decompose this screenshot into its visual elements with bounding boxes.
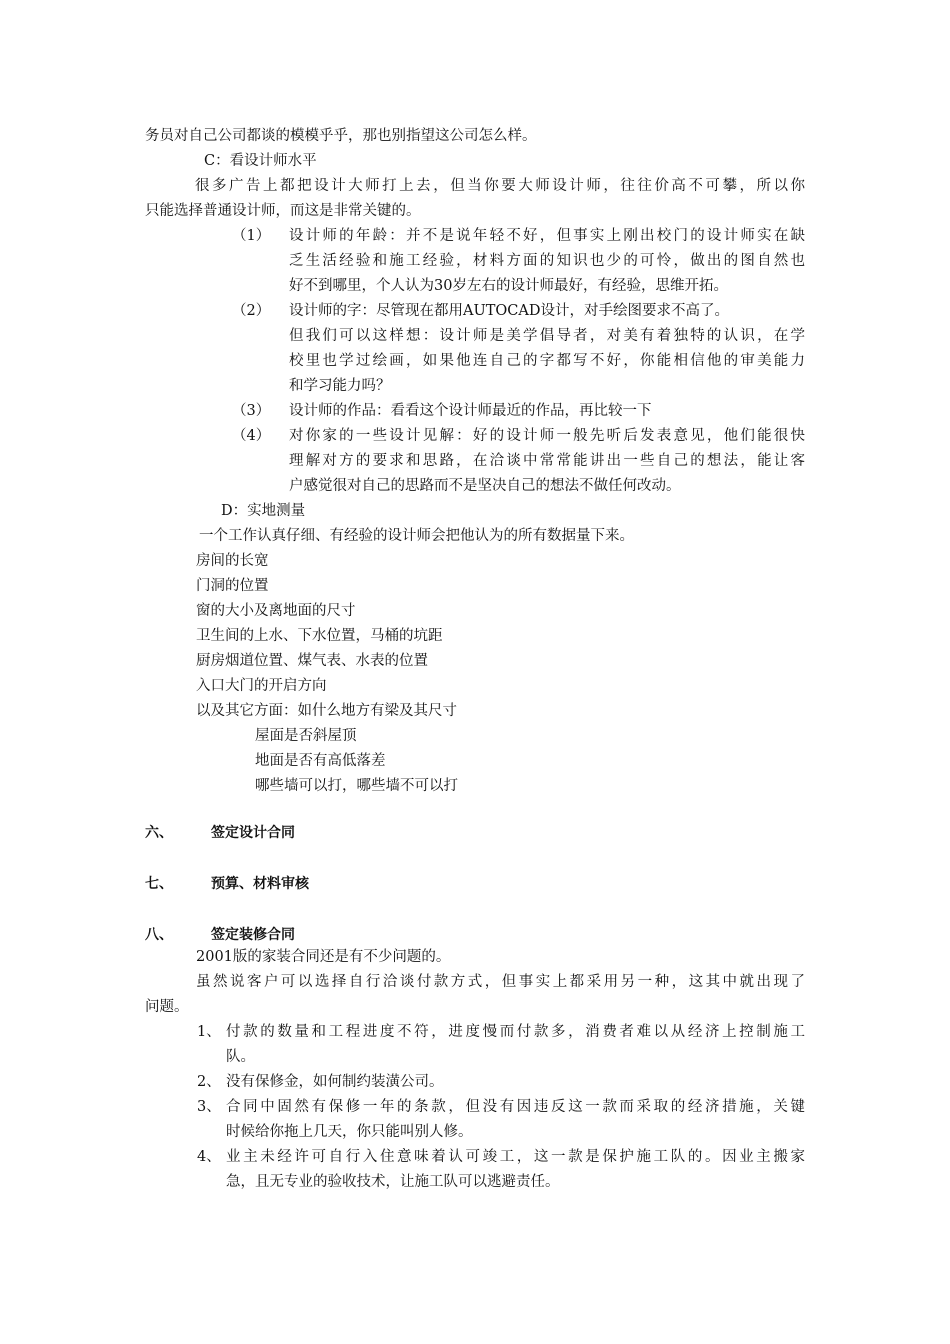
list-item-line: 户感觉很对自己的思路而不是坚决自己的想法不做任何改动。 <box>289 478 681 494</box>
list-item-line: 合同中固然有保修一年的条款，但没有因违反这一款而采取的经济措施，关键 <box>226 1099 805 1115</box>
measure-item: 卫生间的上水、下水位置，马桶的坑距 <box>196 628 443 644</box>
measure-item: 以及其它方面：如什么地方有梁及其尺寸 <box>196 703 457 719</box>
list-item-line: 校里也学过绘画，如果他连自己的字都写不好，你能相信他的审美能力 <box>289 353 805 369</box>
subheading-d: D：实地测量 <box>221 503 306 519</box>
list-number: （4） <box>232 428 271 444</box>
list-item-line: 没有保修金，如何制约装潢公司。 <box>226 1074 444 1090</box>
list-item-line: 乏生活经验和施工经验，材料方面的知识也少的可怜，做出的图自然也 <box>289 253 805 269</box>
list-number: （1） <box>232 228 271 244</box>
section-number: 七、 <box>145 876 173 892</box>
measure-item: 门洞的位置 <box>196 578 269 594</box>
list-number: （2） <box>232 303 271 319</box>
list-item-line: 急，且无专业的验收技术，让施工队可以逃避责任。 <box>226 1174 560 1190</box>
list-item-line: 付款的数量和工程进度不符，进度慢而付款多，消费者难以从经济上控制施工 <box>226 1024 805 1040</box>
list-item-line: 时候给你拖上几天，你只能叫别人修。 <box>226 1124 473 1140</box>
list-item-line: 设计师的年龄：并不是说年轻不好，但事实上刚出校门的设计师实在缺 <box>289 228 805 244</box>
section-title: 签定装修合同 <box>211 927 295 943</box>
list-item-line: 理解对方的要求和思路，在洽谈中常常能讲出一些自己的想法，能让客 <box>289 453 805 469</box>
list-item-line: 好不到哪里，个人认为30岁左右的设计师最好，有经验，思维开拓。 <box>289 278 728 294</box>
measure-item: 厨房烟道位置、煤气表、水表的位置 <box>196 653 428 669</box>
measure-item: 房间的长宽 <box>196 553 269 569</box>
paragraph-line: 务员对自己公司都谈的模模乎乎，那也别指望这公司怎么样。 <box>145 128 537 144</box>
list-number: 2、 <box>197 1074 221 1090</box>
list-number: 3、 <box>197 1099 221 1115</box>
paragraph-line: 虽然说客户可以选择自行洽谈付款方式，但事实上都采用另一种，这其中就出现了 <box>196 974 805 990</box>
list-number: 1、 <box>197 1024 221 1040</box>
section-number: 八、 <box>145 927 173 943</box>
list-item-line: 设计师的字：尽管现在都用AUTOCAD设计，对手绘图要求不高了。 <box>289 303 729 319</box>
measure-sub-item: 地面是否有高低落差 <box>255 753 386 769</box>
list-item-line: 和学习能力吗？ <box>289 378 391 394</box>
section-title: 签定设计合同 <box>211 825 295 841</box>
measure-item: 入口大门的开启方向 <box>196 678 327 694</box>
measure-sub-item: 屋面是否斜屋顶 <box>255 728 357 744</box>
paragraph-line: 问题。 <box>145 999 189 1015</box>
list-item-line: 但我们可以这样想：设计师是美学倡导者，对美有着独特的认识，在学 <box>289 328 805 344</box>
paragraph-line: 一个工作认真仔细、有经验的设计师会把他认为的所有数据量下来。 <box>199 528 634 544</box>
list-item-line: 队。 <box>226 1049 255 1065</box>
subheading-c: C：看设计师水平 <box>204 153 317 169</box>
section-title: 预算、材料审核 <box>211 876 309 892</box>
paragraph-line: 很多广告上都把设计大师打上去，但当你要大师设计师，往往价高不可攀，所以你 <box>195 178 805 194</box>
paragraph-line: 2001版的家装合同还是有不少问题的。 <box>196 949 451 965</box>
measure-item: 窗的大小及离地面的尺寸 <box>196 603 356 619</box>
list-item-line: 对你家的一些设计见解：好的设计师一般先听后发表意见，他们能很快 <box>289 428 805 444</box>
list-item-line: 业主未经许可自行入住意味着认可竣工，这一款是保护施工队的。因业主搬家 <box>226 1149 805 1165</box>
measure-sub-item: 哪些墙可以打，哪些墙不可以打 <box>255 778 458 794</box>
list-number: （3） <box>232 403 271 419</box>
list-item-line: 设计师的作品：看看这个设计师最近的作品，再比较一下 <box>289 403 652 419</box>
list-number: 4、 <box>197 1149 221 1165</box>
paragraph-line: 只能选择普通设计师，而这是非常关键的。 <box>145 203 421 219</box>
section-number: 六、 <box>145 825 173 841</box>
